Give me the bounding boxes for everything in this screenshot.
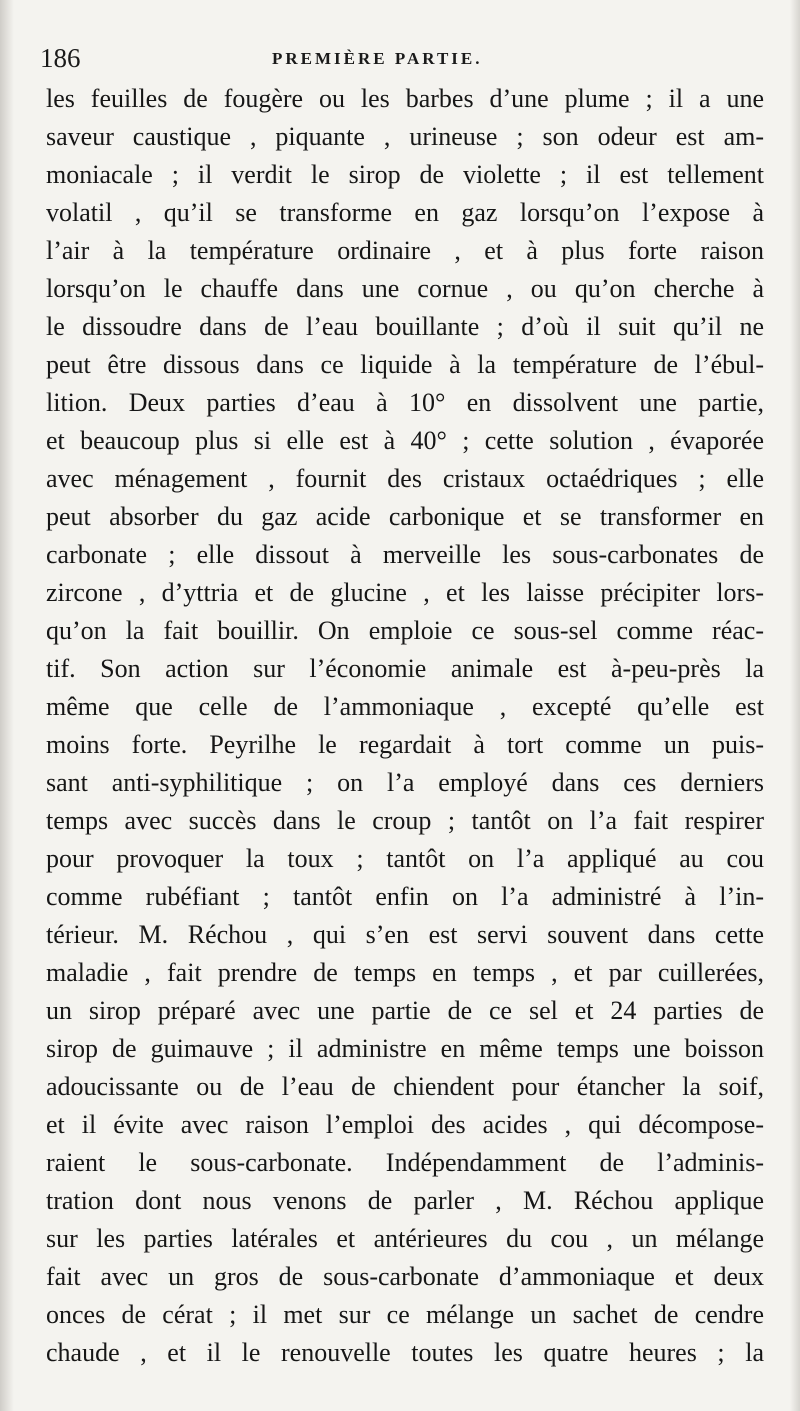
page-header bbox=[40, 40, 760, 76]
text-line: fait avec un gros de sous-carbonate d’ammoniaque et deux bbox=[46, 1262, 764, 1291]
text-line: sirop de guimauve ; il administre en même temps une boisson bbox=[46, 1034, 764, 1063]
text-line: et beaucoup plus si elle est à 40° ; cette solution , évaporée bbox=[46, 426, 764, 455]
text-line: maladie , fait prendre de temps en temps , et par cuillerées, bbox=[46, 958, 764, 987]
text-line: volatil , qu’il se transforme en gaz lorsqu’on l’expose à bbox=[46, 198, 764, 227]
text-line: sur les parties latérales et antérieures du cou , un mélange bbox=[46, 1224, 764, 1253]
text-line: saveur caustique , piquante , urineuse ; son odeur est am- bbox=[46, 122, 764, 151]
running-head: PREMIÈRE PARTIE. bbox=[272, 49, 483, 68]
page-left-edge-shadow bbox=[0, 0, 14, 1411]
text-line: carbonate ; elle dissout à merveille les sous-carbonates de bbox=[46, 540, 764, 569]
text-line: peut absorber du gaz acide carbonique et se transformer en bbox=[46, 502, 764, 531]
text-line: adoucissante ou de l’eau de chiendent pour étancher la soif, bbox=[46, 1072, 764, 1101]
text-line: le dissoudre dans de l’eau bouillante ; d’où il suit qu’il ne bbox=[46, 312, 764, 341]
text-line: onces de cérat ; il met sur ce mélange un sachet de cendre bbox=[46, 1300, 764, 1329]
text-line: lition. Deux parties d’eau à 10° en dissolvent une partie, bbox=[46, 388, 764, 417]
text-line: raient le sous-carbonate. Indépendamment de l’adminis- bbox=[46, 1148, 764, 1177]
page-number: 186 bbox=[40, 43, 81, 73]
text-line: tration dont nous venons de parler , M. Réchou applique bbox=[46, 1186, 764, 1215]
body-text bbox=[46, 80, 764, 1372]
text-line: moins forte. Peyrilhe le regardait à tort comme un puis- bbox=[46, 730, 764, 759]
text-line: avec ménagement , fournit des cristaux octaédriques ; elle bbox=[46, 464, 764, 493]
text-line: lorsqu’on le chauffe dans une cornue , ou qu’on cherche à bbox=[46, 274, 764, 303]
text-line: qu’on la fait bouillir. On emploie ce sous-sel comme réac- bbox=[46, 616, 764, 645]
text-line: même que celle de l’ammoniaque , excepté qu’elle est bbox=[46, 692, 764, 721]
text-line: pour provoquer la toux ; tantôt on l’a appliqué au cou bbox=[46, 844, 764, 873]
text-line: zircone , d’yttria et de glucine , et les laisse précipiter lors- bbox=[46, 578, 764, 607]
page-right-edge-shadow bbox=[790, 0, 800, 1411]
text-line: un sirop préparé avec une partie de ce sel et 24 parties de bbox=[46, 996, 764, 1025]
text-line: sant anti-syphilitique ; on l’a employé dans ces derniers bbox=[46, 768, 764, 797]
text-line: tif. Son action sur l’économie animale est à-peu-près la bbox=[46, 654, 764, 683]
text-line: l’air à la température ordinaire , et à plus forte raison bbox=[46, 236, 764, 265]
text-line: les feuilles de fougère ou les barbes d’une plume ; il a une bbox=[46, 84, 764, 113]
text-line: temps avec succès dans le croup ; tantôt on l’a fait respirer bbox=[46, 806, 764, 835]
text-line: chaude , et il le renouvelle toutes les quatre heures ; la bbox=[46, 1338, 764, 1367]
text-line: moniacale ; il verdit le sirop de violette ; il est tellement bbox=[46, 160, 764, 189]
text-line: peut être dissous dans ce liquide à la température de l’ébul- bbox=[46, 350, 764, 379]
text-line: térieur. M. Réchou , qui s’en est servi souvent dans cette bbox=[46, 920, 764, 949]
text-line: et il évite avec raison l’emploi des acides , qui décompose- bbox=[46, 1110, 764, 1139]
text-line: comme rubéfiant ; tantôt enfin on l’a administré à l’in- bbox=[46, 882, 764, 911]
